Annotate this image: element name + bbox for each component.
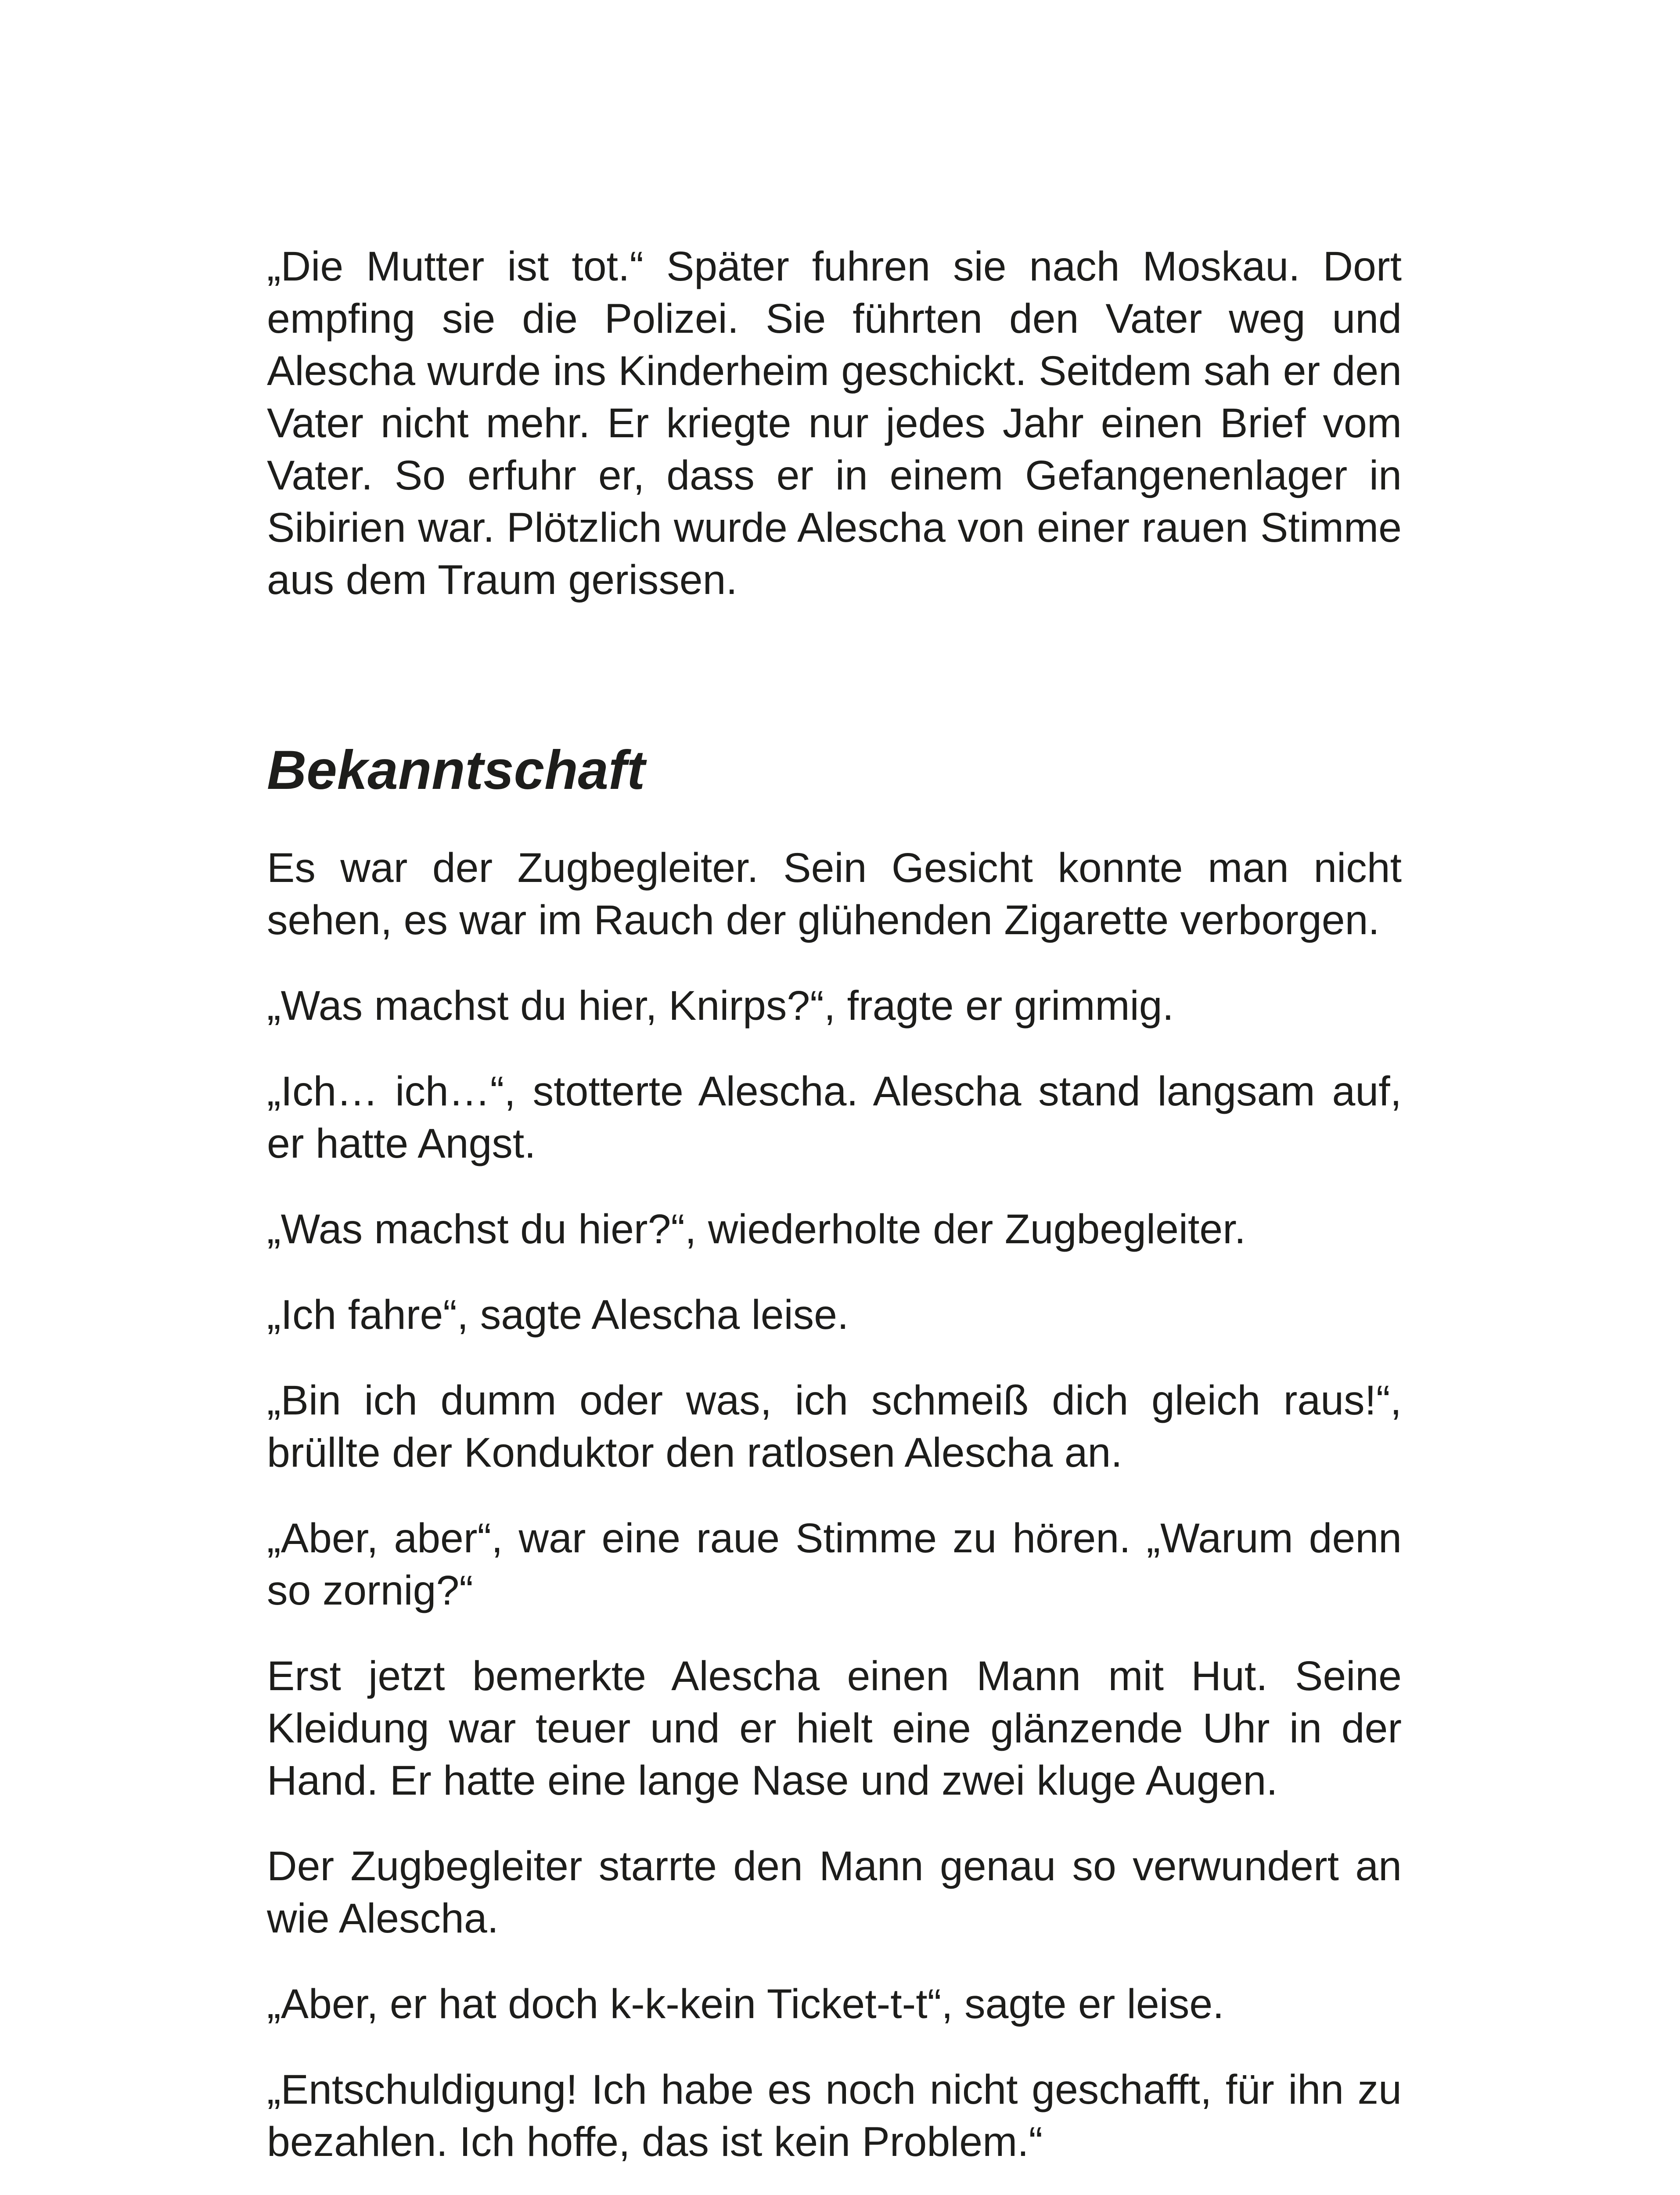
paragraph: „Ich fahre“, sagte Alescha leise.: [267, 1292, 849, 1338]
paragraph: „Aber, aber“, war eine raue Stimme zu hören. „Warum denn so zornig?“: [267, 1515, 1402, 1614]
paragraph: „Was machst du hier?“, wiederholte der Zugbegleiter.: [267, 1206, 1246, 1252]
paragraph: Der Zugbegleiter starrte den Mann genau so verwundert an wie Alescha.: [267, 1843, 1402, 1942]
section-text-block: [267, 842, 1402, 2168]
paragraph: „Aber, er hat doch k-k-kein Ticket-t-t“, sagte er leise.: [267, 1981, 1224, 2027]
paragraph: „Entschuldigung! Ich habe es noch nicht geschafft, für ihn zu bezahlen. Ich hoffe, das ist kein Problem.“: [267, 2066, 1402, 2165]
section-heading: Bekanntschaft: [267, 740, 645, 801]
paragraph: „Was machst du hier, Knirps?“, fragte er grimmig.: [267, 982, 1174, 1029]
paragraph: Erst jetzt bemerkte Alescha einen Mann mit Hut. Seine Kleidung war teuer und er hielt eine glänzende Uhr in der Hand. Er hatte eine lange Nase und zwei kluge Augen.: [267, 1653, 1402, 1804]
intro-paragraph: „Die Mutter ist tot.“ Später fuhren sie nach Moskau. Dort empfing sie die Polizei. Sie führten den Vater weg und Alescha wurde ins Kinderheim geschickt. Seitdem sah er den Vater nicht mehr. Er kriegte nur jedes Jahr einen Brief vom Vater. So erfuhr er, dass er in einem Gefangenenlager in Sibirien war. Plötzlich wurde Alescha von einer rauen Stimme aus dem Traum gerissen.: [267, 243, 1402, 603]
paragraph: „Ich… ich…“, stotterte Alescha. Alescha stand langsam auf, er hatte Angst.: [267, 1068, 1402, 1167]
paragraph: „Bin ich dumm oder was, ich schmeiß dich gleich raus!“, brüllte der Konduktor den ratlosen Alescha an.: [267, 1377, 1402, 1476]
intro-text-block: [267, 241, 1402, 606]
paragraph: Es war der Zugbegleiter. Sein Gesicht konnte man nicht sehen, es war im Rauch der glühenden Zigarette verborgen.: [267, 845, 1402, 943]
